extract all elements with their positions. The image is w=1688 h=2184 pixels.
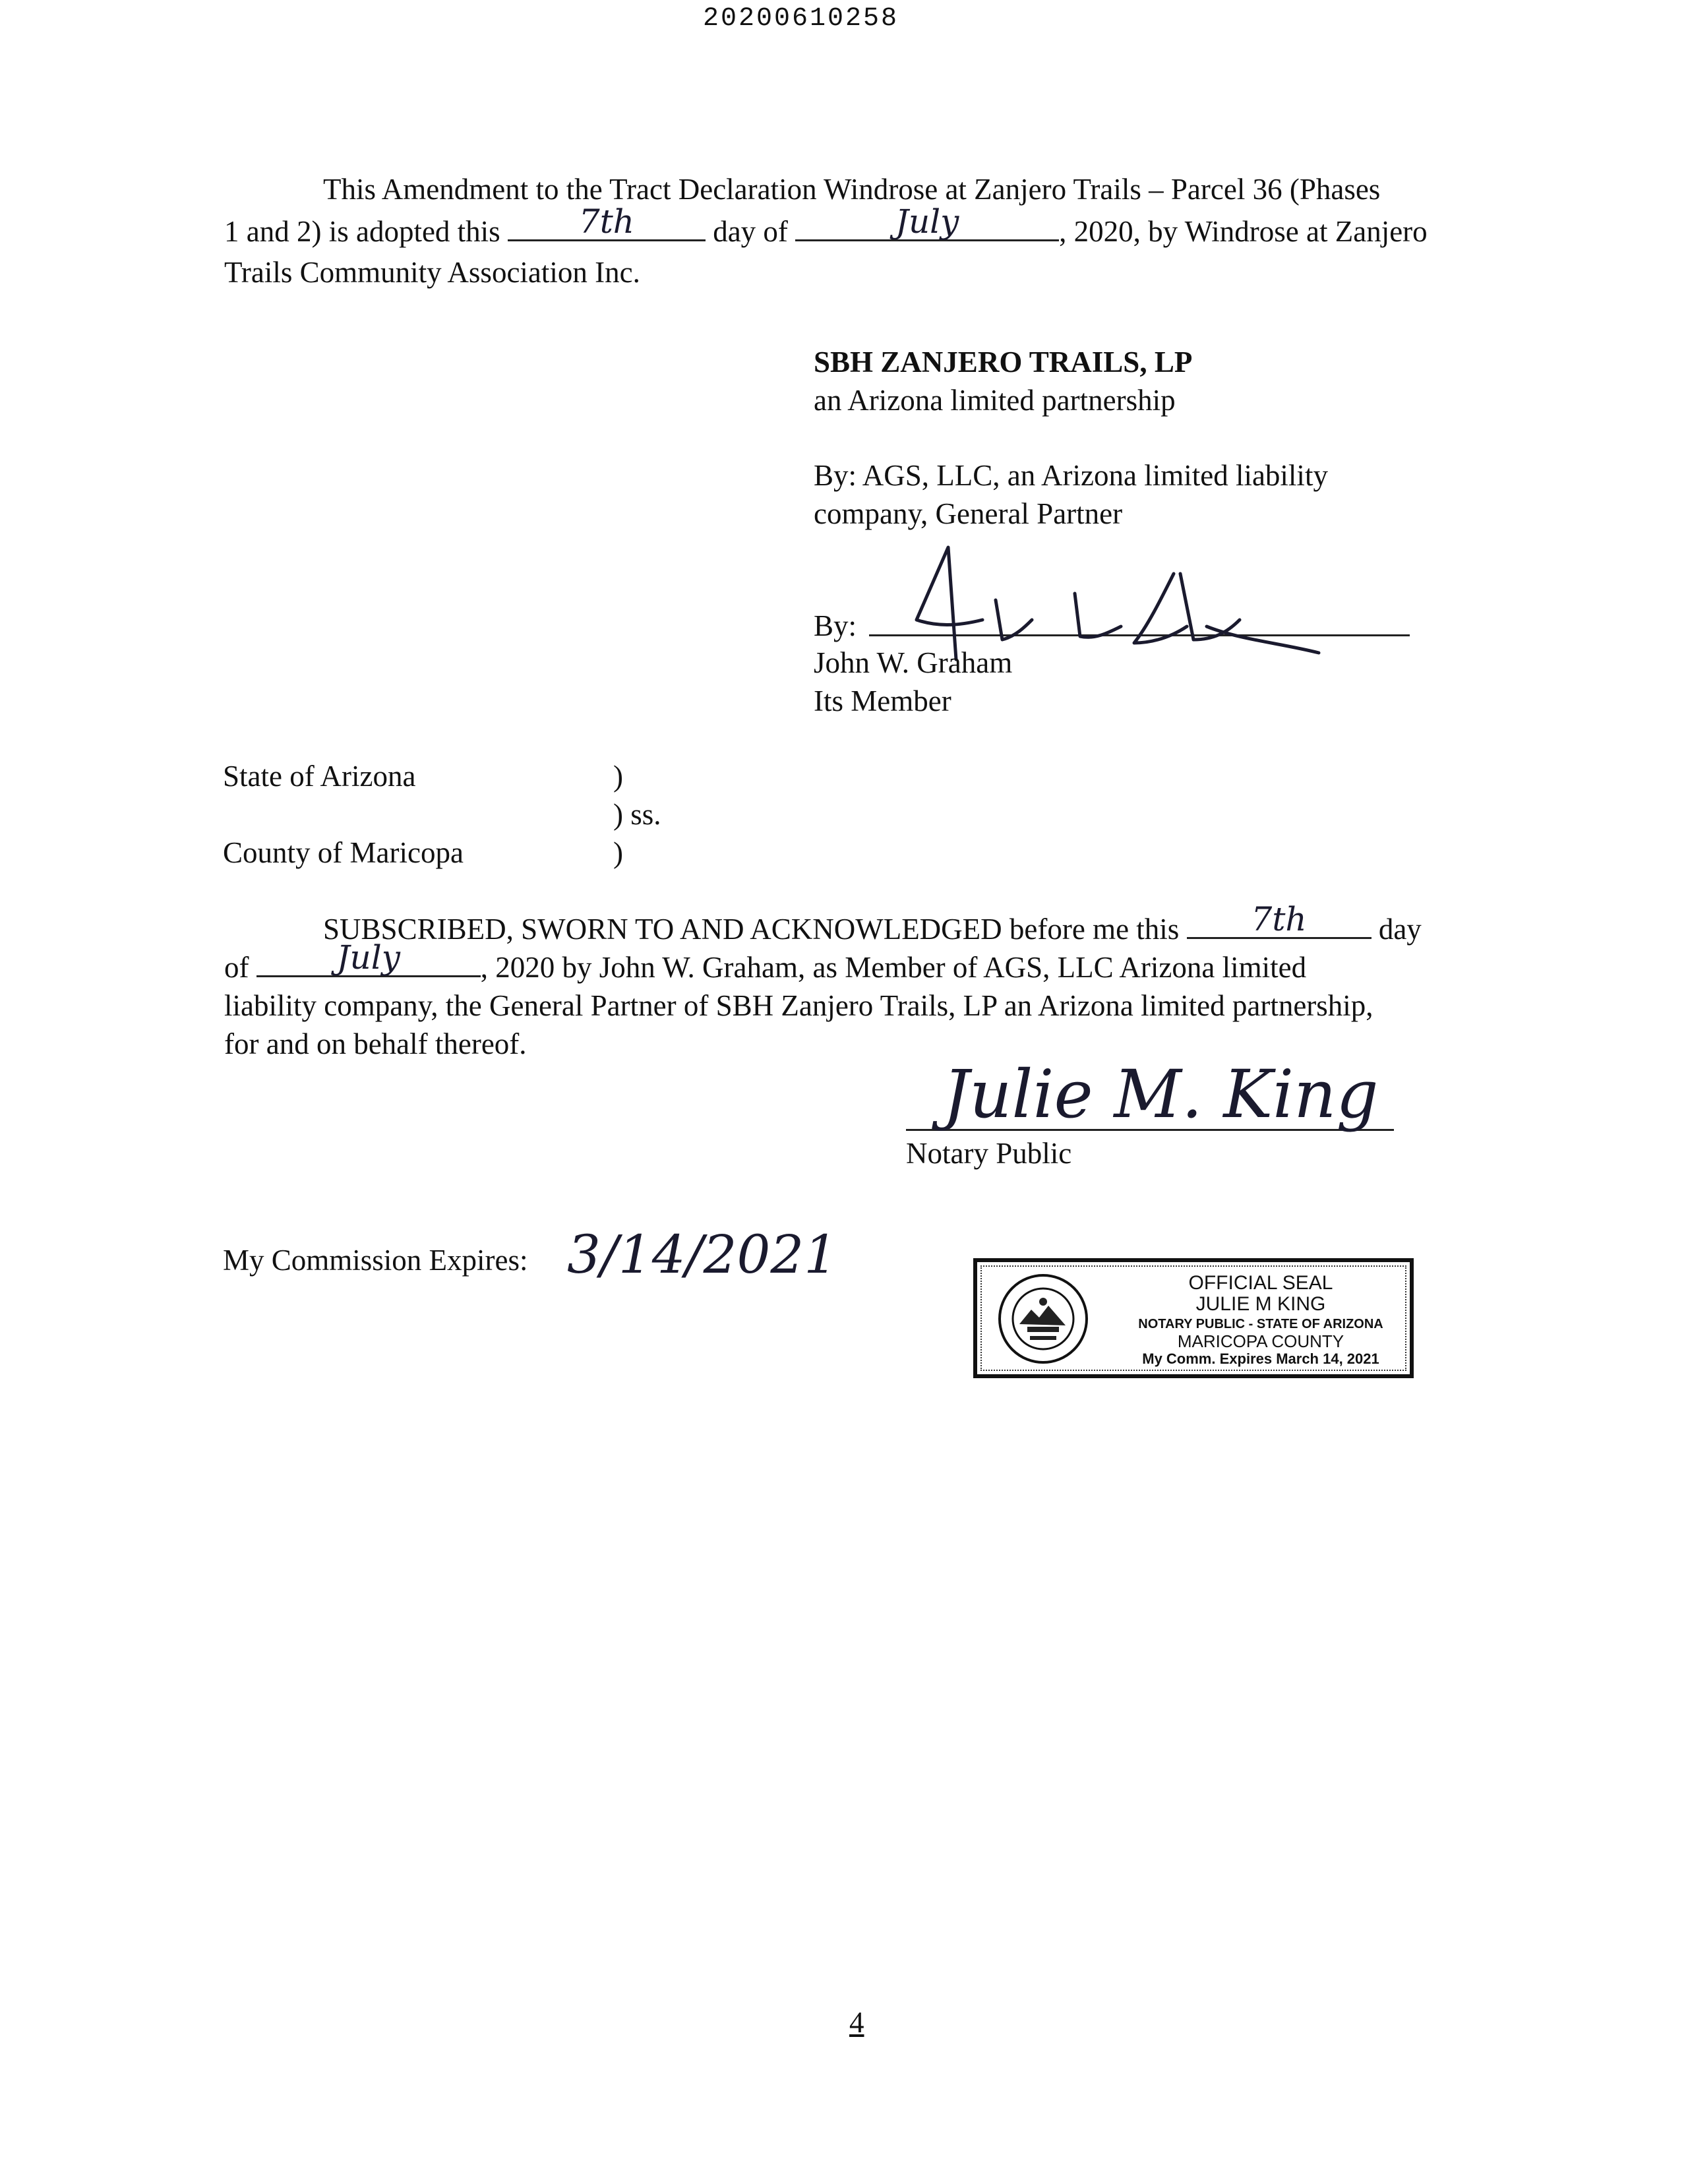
signatory-by-line-2: company, General Partner	[814, 497, 1123, 530]
adoption-text-a: 1 and 2) is adopted this	[224, 215, 500, 248]
seal-line-county: MARICOPA COUNTY	[1177, 1331, 1344, 1351]
seal-line-notary: NOTARY PUBLIC - STATE OF ARIZONA	[1138, 1317, 1383, 1331]
ack-line-2	[224, 938, 1307, 986]
adoption-line-3: Trails Community Association Inc.	[224, 256, 640, 289]
adoption-month-blank	[795, 202, 1059, 241]
signatory-entity: SBH ZANJERO TRAILS, LP	[814, 346, 1193, 379]
ack-line-3: liability company, the General Partner of SBH Zanjero Trails, LP an Arizona limited partnership,	[224, 989, 1373, 1022]
ack-text-of: of	[224, 951, 249, 984]
seal-line-official: OFFICIAL SEAL	[1188, 1272, 1333, 1294]
signatory-by-label: By:	[814, 609, 857, 642]
seal-line-expires: My Comm. Expires March 14, 2021	[1142, 1350, 1379, 1367]
adoption-text-b: day of	[713, 215, 788, 248]
state-seal-emblem	[997, 1273, 1089, 1365]
seal-line-name: JULIE M KING	[1195, 1293, 1326, 1315]
ack-month-handwritten: July	[336, 938, 400, 977]
commission-label: My Commission Expires:	[223, 1244, 528, 1277]
ack-day-handwritten: 7th	[1251, 900, 1307, 938]
notary-signature: Julie M. King	[943, 1056, 1379, 1133]
ack-line-1	[323, 900, 1422, 948]
ack-line-4: for and on behalf thereof.	[224, 1027, 527, 1060]
signatory-by-line-1: By: AGS, LLC, an Arizona limited liability	[814, 459, 1328, 492]
adoption-day-handwritten: 7th	[578, 202, 634, 241]
adoption-line-1: This Amendment to the Tract Declaration Windrose at Zanjero Trails – Parcel 36 (Phases	[323, 173, 1381, 206]
ack-month-blank	[256, 938, 481, 977]
ack-text-c: , 2020 by John W. Graham, as Member of AGS, LLC Arizona limited	[480, 951, 1307, 984]
official-notary-seal	[973, 1258, 1414, 1378]
venue-state: State of Arizona	[223, 760, 416, 793]
adoption-day-blank	[508, 202, 706, 241]
adoption-text-c: , 2020, by Windrose at Zanjero	[1059, 215, 1428, 248]
page-number: 4	[849, 2006, 864, 2039]
notary-label: Notary Public	[906, 1137, 1072, 1170]
signatory-name: John W. Graham	[814, 646, 1013, 679]
ack-day-blank	[1187, 900, 1372, 939]
adoption-month-handwritten: July	[895, 202, 959, 241]
ack-text-a: SUBSCRIBED, SWORN TO AND ACKNOWLEDGED before me this	[323, 913, 1180, 946]
venue-paren-1: )	[613, 760, 623, 793]
document-number: 20200610258	[703, 4, 899, 34]
signatory-entity-desc: an Arizona limited partnership	[814, 384, 1176, 417]
venue-ss: ) ss.	[613, 798, 661, 831]
signatory-title: Its Member	[814, 684, 951, 717]
venue-county: County of Maricopa	[223, 836, 464, 869]
ack-text-b: day	[1378, 913, 1422, 946]
commission-date-handwritten: 3/14/2021	[567, 1224, 838, 1285]
venue-paren-3: )	[613, 836, 623, 869]
adoption-line-2	[224, 202, 1428, 251]
